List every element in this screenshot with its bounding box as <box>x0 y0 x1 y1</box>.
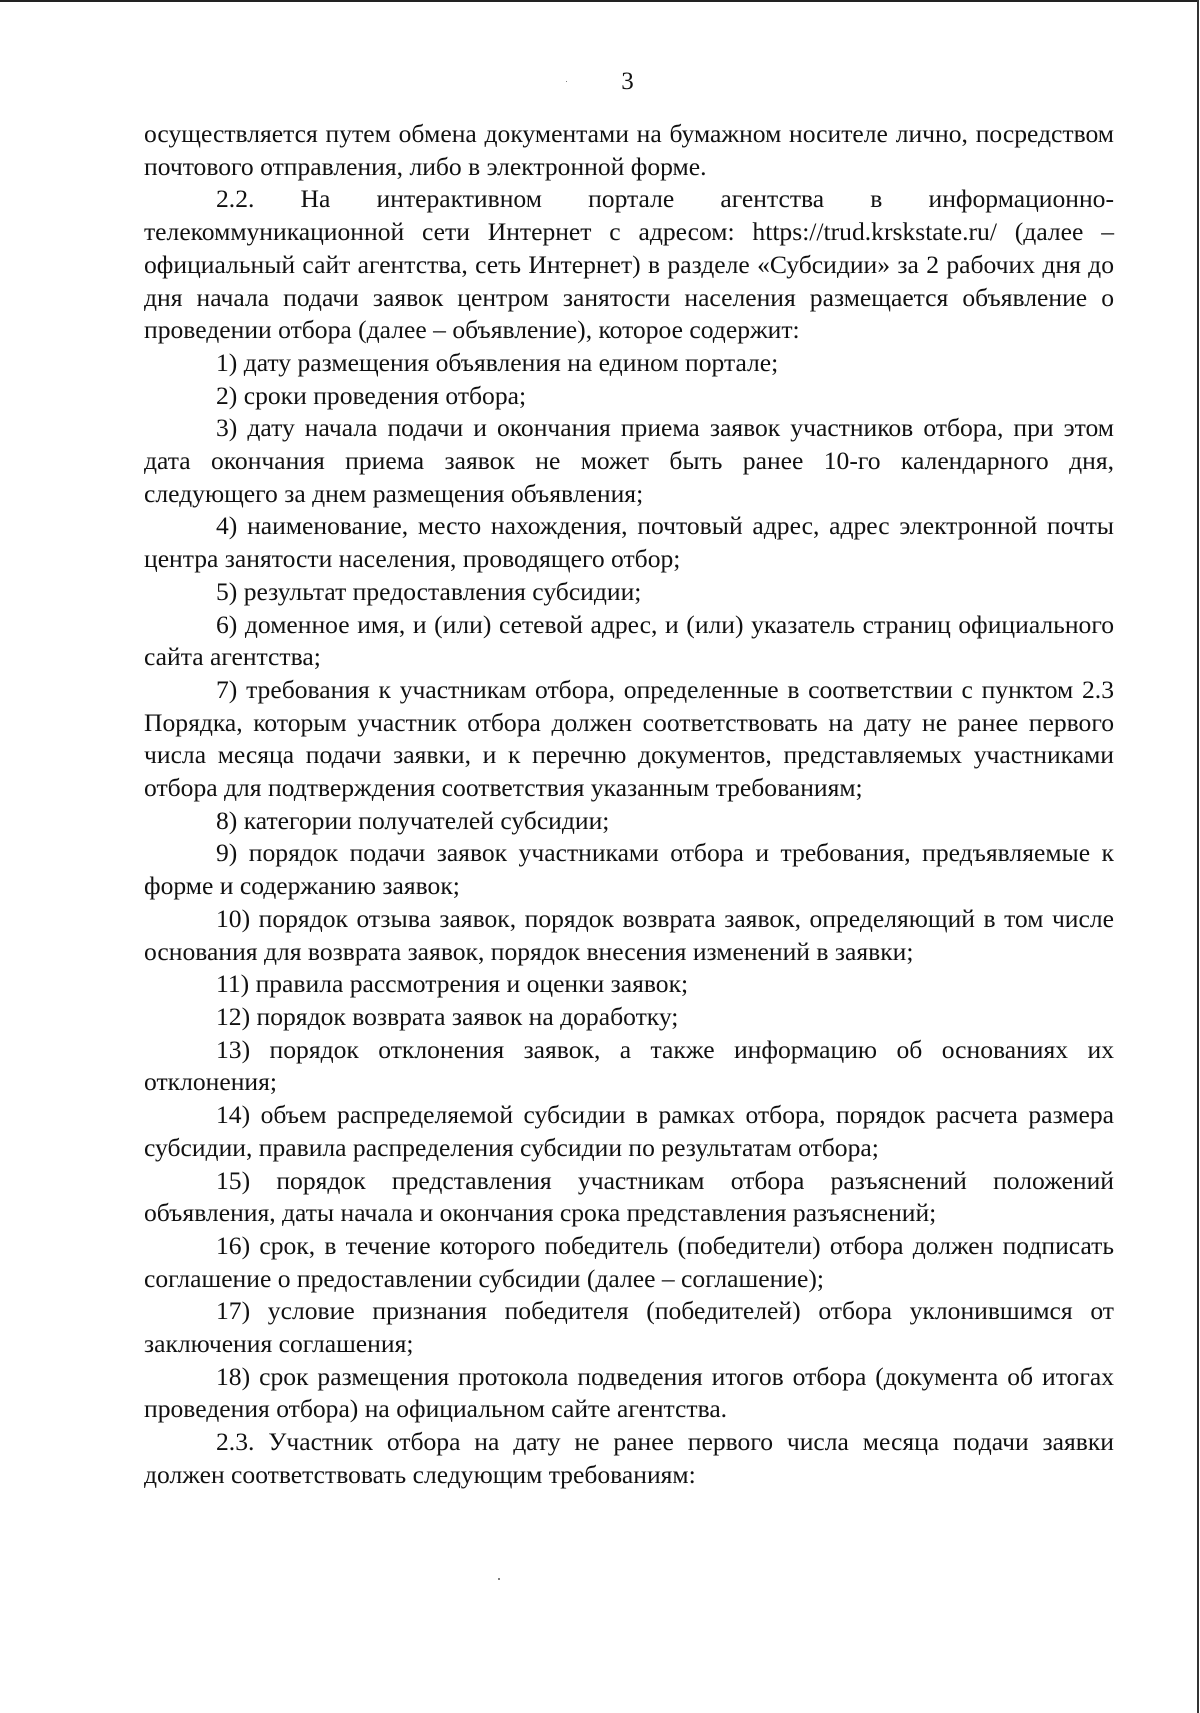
scan-right-edge <box>1197 0 1199 1713</box>
list-item-13: 13) порядок отклонения заявок, а также информацию об основаниях их отклонения; <box>144 1034 1114 1097</box>
list-item-16: 16) срок, в течение которого победитель (победители) отбора должен подписать соглашение о предоставлении субсидии (далее – соглашение); <box>144 1230 1114 1293</box>
list-item-15: 15) порядок представления участникам отбора разъяснений положений объявления, даты начала и окончания срока представления разъяснений; <box>144 1165 1114 1228</box>
list-item-17: 17) условие признания победителя (победителей) отбора уклонившимся от заключения соглашения; <box>144 1296 1114 1359</box>
list-item-18: 18) срок размещения протокола подведения итогов отбора (документа об итогах проведения отбора) на официальном сайте агентства. <box>144 1361 1114 1424</box>
scan-speck <box>566 81 567 82</box>
list-item-1: 1) дату размещения объявления на едином портале; <box>216 347 779 377</box>
list-item-14: 14) объем распределяемой субсидии в рамках отбора, порядок расчета размера субсидии, правила распределения субсидии по результатам отбора; <box>144 1100 1114 1162</box>
document-body <box>144 118 1114 1492</box>
paragraph-section-2-3: 2.3. Участник отбора на дату не ранее первого числа месяца подачи заявки должен соответствовать следующим требованиям: <box>144 1427 1114 1489</box>
paragraph-section-2-2: 2.2. На интерактивном портале агентства в информационно-телекоммуникационной сети Интернет с адресом: https://trud.krskstate.ru/ (далее – официальный сайт агентства, сеть Интернет) в разделе «Субсидии» за 2 рабочих дня до дня начала подачи заявок центром занятости населения размещается объявление о проведении отбора (далее – объявление), которое содержит: <box>144 184 1114 345</box>
list-item-3: 3) дату начала подачи и окончания приема заявок участников отбора, при этом дата окончания приема заявок не может быть ранее 10-го календарного дня, следующего за днем размещения объявления; <box>144 413 1114 508</box>
scan-top-edge <box>0 0 1198 2</box>
page-number: 3 <box>621 68 634 95</box>
list-item-7: 7) требования к участникам отбора, определенные в соответствии с пунктом 2.3 Порядка, которым участник отбора должен соответствовать на дату не ранее первого числа месяца подачи заявки, и к перечню документов, представляемых участниками отбора для подтверждения соответствия указанным требованиям; <box>144 674 1114 803</box>
list-item-6: 6) доменное имя, и (или) сетевой адрес, и (или) указатель страниц официального сайта агентства; <box>144 609 1114 672</box>
list-item-8: 8) категории получателей субсидии; <box>216 805 610 835</box>
paragraph-continuation: осуществляется путем обмена документами на бумажном носителе лично, посредством почтового отправления, либо в электронной форме. <box>144 119 1114 181</box>
scan-speck <box>498 1578 500 1580</box>
list-item-2: 2) сроки проведения отбора; <box>216 380 527 410</box>
list-item-5: 5) результат предоставления субсидии; <box>216 576 642 606</box>
list-item-10: 10) порядок отзыва заявок, порядок возврата заявок, определяющий в том числе основания для возврата заявок, порядок внесения изменений в заявки; <box>144 903 1114 966</box>
list-item-9: 9) порядок подачи заявок участниками отбора и требования, предъявляемые к форме и содержанию заявок; <box>144 838 1114 901</box>
list-item-11: 11) правила рассмотрения и оценки заявок; <box>216 969 689 999</box>
list-item-12: 12) порядок возврата заявок на доработку; <box>216 1001 679 1031</box>
list-item-4: 4) наименование, место нахождения, почтовый адрес, адрес электронной почты центра занятости населения, проводящего отбор; <box>144 511 1114 574</box>
